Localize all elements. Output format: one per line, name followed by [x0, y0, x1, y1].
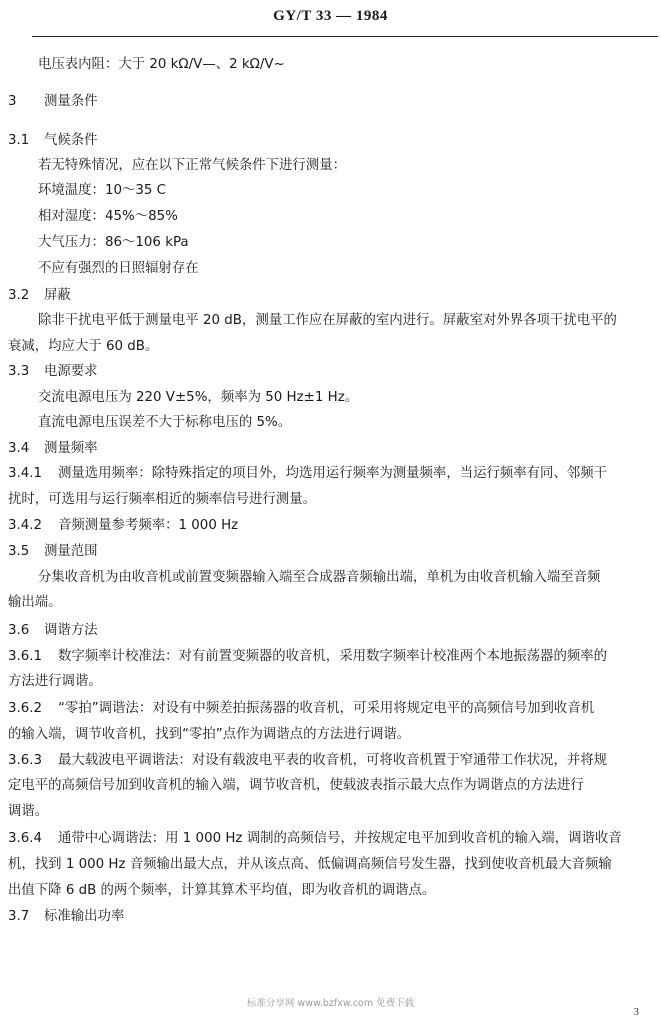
body-line: 定电平的高频信号加到收音机的输入端，调节收音机，使载波表指示最大点作为调谐点的方法进行: [8, 778, 584, 793]
body-line: 机，找到 1 000 Hz 音频输出最大点，并从该点高、低偏调高频信号发生器，找到使收音机最大音频输: [8, 857, 612, 872]
body-line: 输出端。: [8, 595, 62, 610]
section-heading: 3.3 电源要求: [8, 364, 98, 379]
header-rule: [32, 36, 658, 37]
body-line: 扰时，可选用与运行频率相近的频率信号进行测量。: [8, 492, 316, 507]
section-heading: 3 测量条件: [8, 94, 98, 109]
body-line: 除非干扰电平低于测量电平 20 dB，测量工作应在屏蔽的室内进行。屏蔽室对外界各项干扰电平的: [38, 313, 617, 328]
body-line: 环境温度：10～35 C: [38, 183, 167, 198]
page-number: 3: [633, 1006, 639, 1018]
body-line: 相对湿度：45%～85%: [38, 209, 178, 224]
body-line: 方法进行调谐。: [8, 674, 102, 689]
body-line: 衰减，均应大于 60 dB。: [8, 339, 159, 354]
subsection-line: 3.6.4 通带中心调谐法：用 1 000 Hz 调制的高频信号，并按规定电平加到收音机的输入端，调谐收音: [8, 831, 622, 846]
subsection-line: 3.4.2 音频测量参考频率：1 000 Hz: [8, 518, 239, 533]
section-heading: 3.4 测量频率: [8, 441, 98, 456]
subsection-line: 3.4.1 测量选用频率：除特殊指定的项目外，均选用运行频率为测量频率，当运行频率有同、邻频干: [8, 466, 608, 481]
body-line: 分集收音机为由收音机或前置变频器输入端至合成器音频输出端，单机为由收音机输入端至音频: [38, 570, 601, 585]
body-line: 电压表内阻：大于 20 kΩ/V—、2 kΩ/V~: [38, 57, 285, 72]
body-line: 交流电源电压为 220 V±5%，频率为 50 Hz±1 Hz。: [38, 390, 359, 405]
section-heading: 3.6 调谐方法: [8, 623, 98, 638]
footer-watermark: 标准分享网 www.bzfxw.com 免费下载: [246, 998, 415, 1009]
section-heading: 3.5 测量范围: [8, 544, 98, 559]
body-line: 出值下降 6 dB 的两个频率，计算其算术平均值，即为收音机的调谐点。: [8, 883, 436, 898]
body-line: 若无特殊情况，应在以下正常气候条件下进行测量：: [38, 158, 346, 173]
subsection-line: 3.6.1 数字频率计校准法：对有前置变频器的收音机，采用数字频率计校准两个本地振荡器的频率的: [8, 649, 608, 664]
body-line: 大气压力：86～106 kPa: [38, 235, 189, 250]
body-line: 的输入端，调节收音机，找到“零拍”点作为调谐点的方法进行调谐。: [8, 727, 411, 742]
section-heading: 3.2 屏蔽: [8, 288, 71, 303]
section-heading: 3.1 气候条件: [8, 133, 98, 148]
document-header: GY/T 33 — 1984: [273, 8, 388, 24]
body-line: 直流电源电压误差不大于标称电压的 5%。: [38, 415, 292, 430]
body-line: 不应有强烈的日照辐射存在: [38, 261, 199, 276]
subsection-line: 3.6.3 最大载波电平调谐法：对设有载波电平表的收音机，可将收音机置于窄通带工作状况，并将规: [8, 753, 608, 768]
body-line: 调谐。: [8, 804, 49, 819]
section-heading: 3.7 标准输出功率: [8, 909, 125, 924]
subsection-line: 3.6.2 “零拍”调谐法：对设有中频差拍振荡器的收音机，可采用将规定电平的高频信号加到收音机: [8, 701, 595, 716]
